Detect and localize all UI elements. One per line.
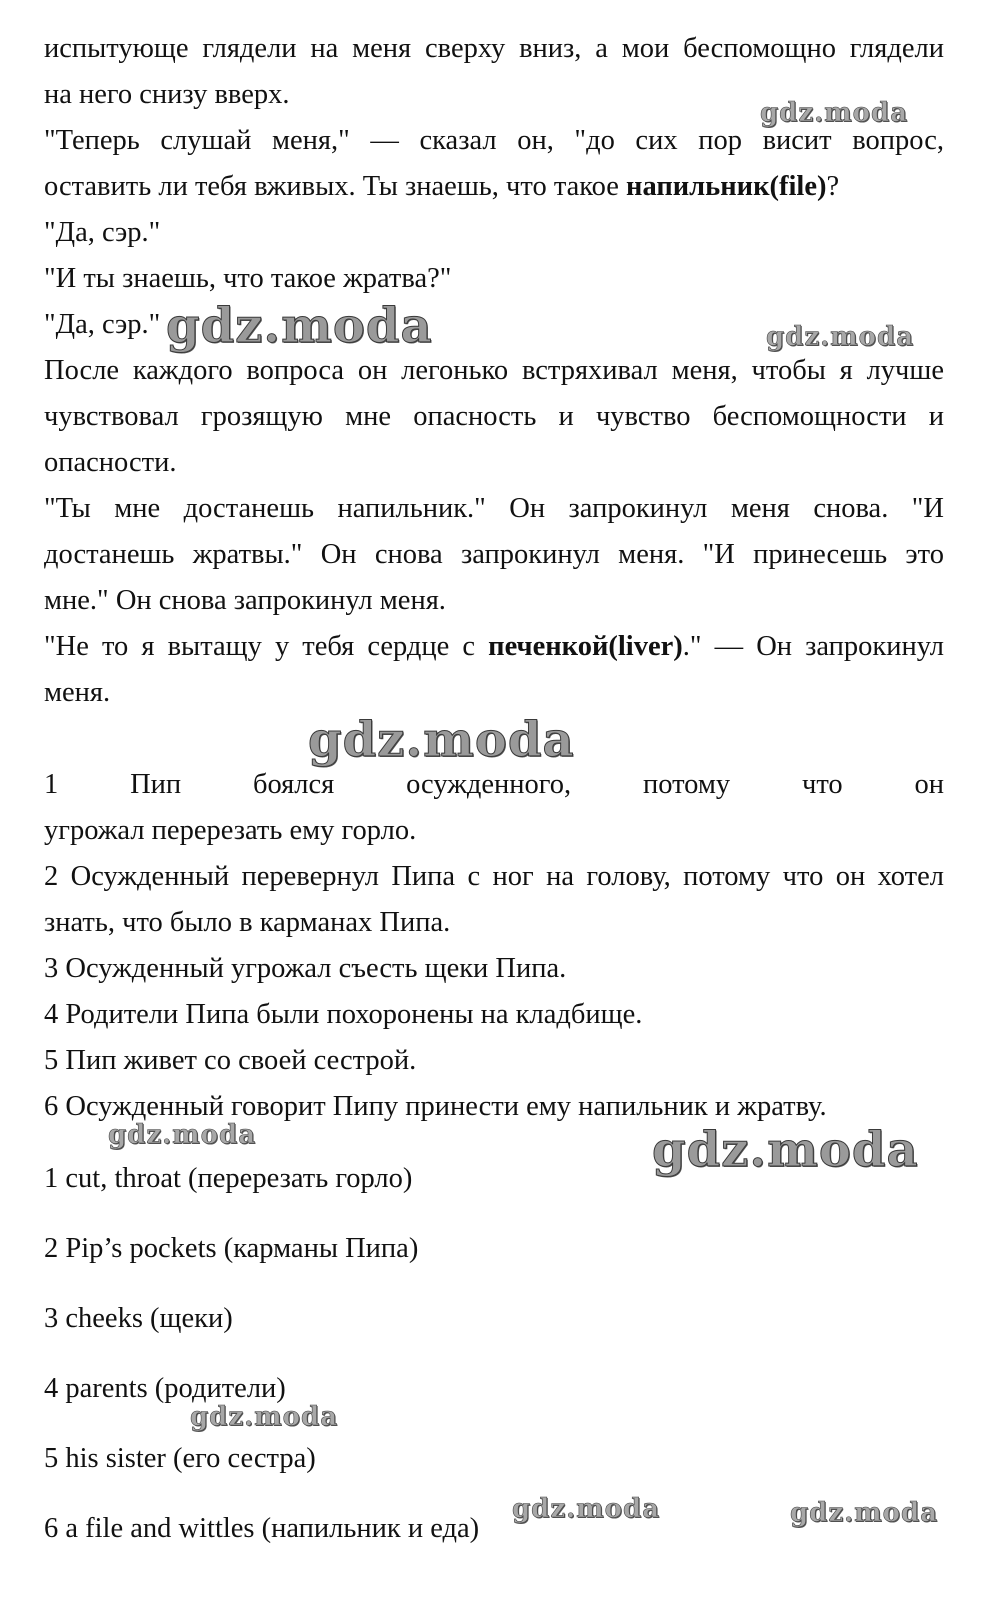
- story-line-6: "И ты знаешь, что такое жратва?": [44, 263, 452, 294]
- watermark: gdz.moda: [760, 98, 909, 128]
- story-line-9: чувствовал грозящую мне опасность и чувство беспомощности и: [44, 401, 944, 432]
- story-line-8: После каждого вопроса он легонько встряхивал меня, чтобы я лучше: [44, 355, 944, 386]
- story-line-14-end: ." — Он запрокинул: [682, 631, 945, 662]
- answer-ru-2: 2 Осужденный перевернул Пипа с ног на голову, потому что он хотел: [44, 861, 944, 892]
- answer-ru-1: [44, 762, 944, 808]
- watermark: gdz.moda: [190, 1402, 339, 1432]
- answer-en-5: 5 his sister (его сестра): [44, 1443, 316, 1474]
- watermark: gdz.moda: [108, 1120, 257, 1150]
- answer-ru-1-word: что: [801, 769, 843, 800]
- story-line-14-text: "Не то я вытащу у тебя сердце с: [44, 631, 489, 662]
- answer-ru-1-cont: угрожал перерезать ему горло.: [44, 815, 417, 846]
- watermark: gdz.moda: [790, 1498, 939, 1528]
- answer-ru-1-word: Пип: [130, 769, 182, 800]
- story-line-11: "Ты мне достанешь напильник." Он запрокинул меня снова. "И: [44, 493, 944, 524]
- answer-ru-5: 5 Пип живет со своей сестрой.: [44, 1045, 417, 1076]
- answer-ru-1-word: осужденного,: [406, 769, 572, 800]
- story-line-12: достанешь жратвы." Он снова запрокинул меня. "И принесешь это: [44, 539, 944, 570]
- answer-ru-6: 6 Осужденный говорит Пипу принести ему напильник и жратву.: [44, 1091, 827, 1122]
- term-liver: печенкой(liver): [488, 631, 683, 662]
- answer-ru-4: 4 Родители Пипа были похоронены на кладбище.: [44, 999, 643, 1030]
- answer-ru-2-cont: знать, что было в карманах Пипа.: [44, 907, 451, 938]
- story-line-2: на него снизу вверх.: [44, 79, 290, 110]
- story-line-13: мне." Он снова запрокинул меня.: [44, 585, 446, 616]
- term-file: напильник(file): [626, 171, 827, 202]
- answer-ru-1-word: 1: [44, 769, 59, 800]
- story-line-7: "Да, сэр.": [44, 309, 161, 340]
- story-line-5: "Да, сэр.": [44, 217, 161, 248]
- answer-en-3: 3 cheeks (щеки): [44, 1303, 233, 1334]
- answer-ru-1-word: он: [914, 769, 944, 800]
- answer-ru-3: 3 Осужденный угрожал съесть щеки Пипа.: [44, 953, 567, 984]
- story-line-1: испытующе глядели на меня сверху вниз, а мои беспомощно глядели: [44, 33, 944, 64]
- answer-ru-1-word: потому: [642, 769, 731, 800]
- story-line-3: "Теперь слушай меня," — сказал он, "до сих пор висит вопрос,: [44, 125, 944, 156]
- answer-en-1: 1 cut, throat (перерезать горло): [44, 1163, 413, 1194]
- story-line-14: [44, 624, 944, 670]
- story-line-4-text: оставить ли тебя вживых. Ты знаешь, что такое: [44, 171, 627, 202]
- story-line-10: опасности.: [44, 447, 177, 478]
- answer-ru-1-word: боялся: [252, 769, 335, 800]
- watermark: gdz.moda: [512, 1494, 661, 1524]
- watermark: gdz.moda: [166, 298, 433, 354]
- watermark: gdz.moda: [308, 712, 575, 768]
- story-line-15: меня.: [44, 677, 111, 708]
- answer-en-4: 4 parents (родители): [44, 1373, 286, 1404]
- story-line-4: [44, 164, 944, 210]
- story-line-4-end: ?: [826, 171, 840, 202]
- answer-en-6: 6 a file and wittles (напильник и еда): [44, 1513, 480, 1544]
- watermark: gdz.moda: [652, 1122, 919, 1178]
- answer-en-2: 2 Pip’s pockets (карманы Пипа): [44, 1233, 419, 1264]
- watermark: gdz.moda: [766, 322, 915, 352]
